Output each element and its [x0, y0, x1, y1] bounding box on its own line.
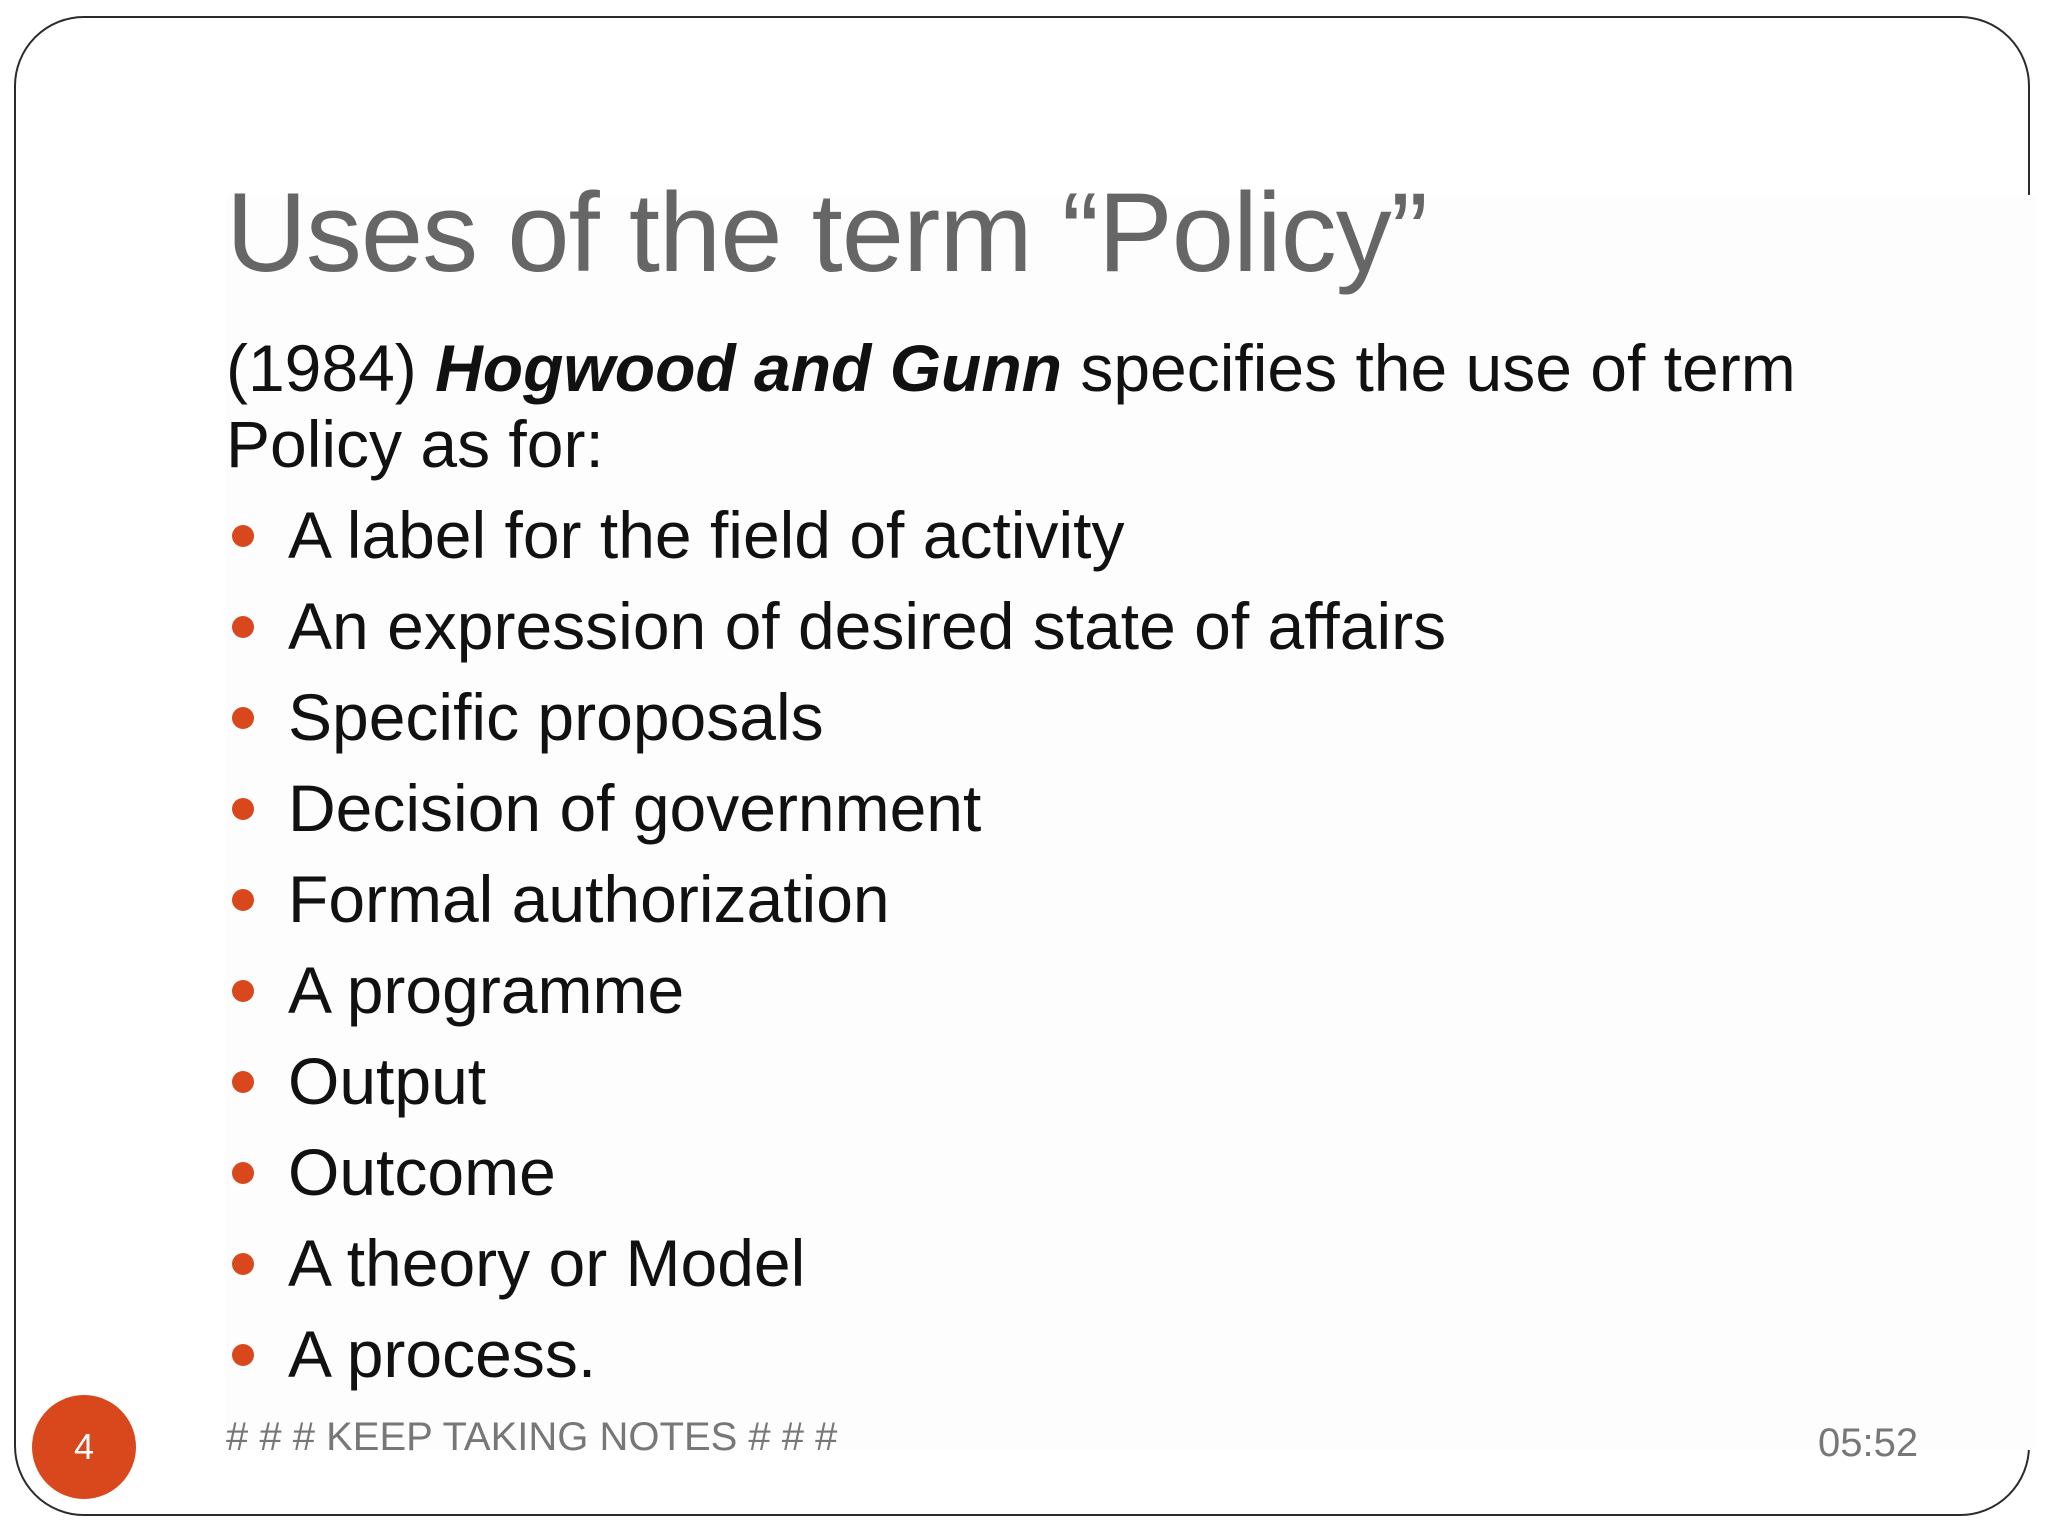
bullet-dot-icon [232, 889, 254, 911]
bullet-item [226, 1036, 1446, 1127]
bullet-text: A theory or Model [288, 1226, 806, 1300]
bullet-item [226, 1309, 1446, 1400]
bullet-text: Output [288, 1044, 487, 1118]
bullet-dot-icon [232, 798, 254, 820]
intro-rest: specifies the use of term Policy as for: [226, 331, 1796, 481]
slide-number-badge: 4 [32, 1395, 136, 1499]
bullet-dot-icon [232, 707, 254, 729]
bullet-dot-icon [232, 525, 254, 547]
footer-note: # # # KEEP TAKING NOTES # # # [226, 1415, 838, 1459]
bullet-item [226, 1127, 1446, 1218]
bullet-item [226, 1218, 1446, 1309]
bullet-list [226, 490, 1446, 1400]
bullet-dot-icon [232, 1253, 254, 1275]
bullet-dot-icon [232, 1071, 254, 1093]
bullet-item [226, 581, 1446, 672]
intro-paragraph [226, 330, 1876, 482]
bullet-text: A label for the field of activity [288, 498, 1125, 572]
bullet-text: A programme [288, 953, 685, 1027]
bullet-item [226, 490, 1446, 581]
bullet-dot-icon [232, 980, 254, 1002]
bullet-text: Formal authorization [288, 862, 890, 936]
footer-time: 05:52 [1818, 1421, 1919, 1465]
intro-authors: Hogwood and Gunn [435, 331, 1062, 405]
bullet-item [226, 763, 1446, 854]
bullet-item [226, 672, 1446, 763]
intro-year: (1984) [226, 331, 436, 405]
bullet-text: An expression of desired state of affairs [288, 589, 1447, 663]
bullet-item [226, 945, 1446, 1036]
bullet-dot-icon [232, 1344, 254, 1366]
bullet-item [226, 854, 1446, 945]
bullet-text: Outcome [288, 1135, 556, 1209]
bullet-text: Decision of government [288, 771, 982, 845]
slide-title: Uses of the term “Policy” [226, 170, 1428, 295]
bullet-text: A process. [288, 1317, 597, 1391]
bullet-text: Specific proposals [288, 680, 824, 754]
bullet-dot-icon [232, 1162, 254, 1184]
bullet-dot-icon [232, 616, 254, 638]
